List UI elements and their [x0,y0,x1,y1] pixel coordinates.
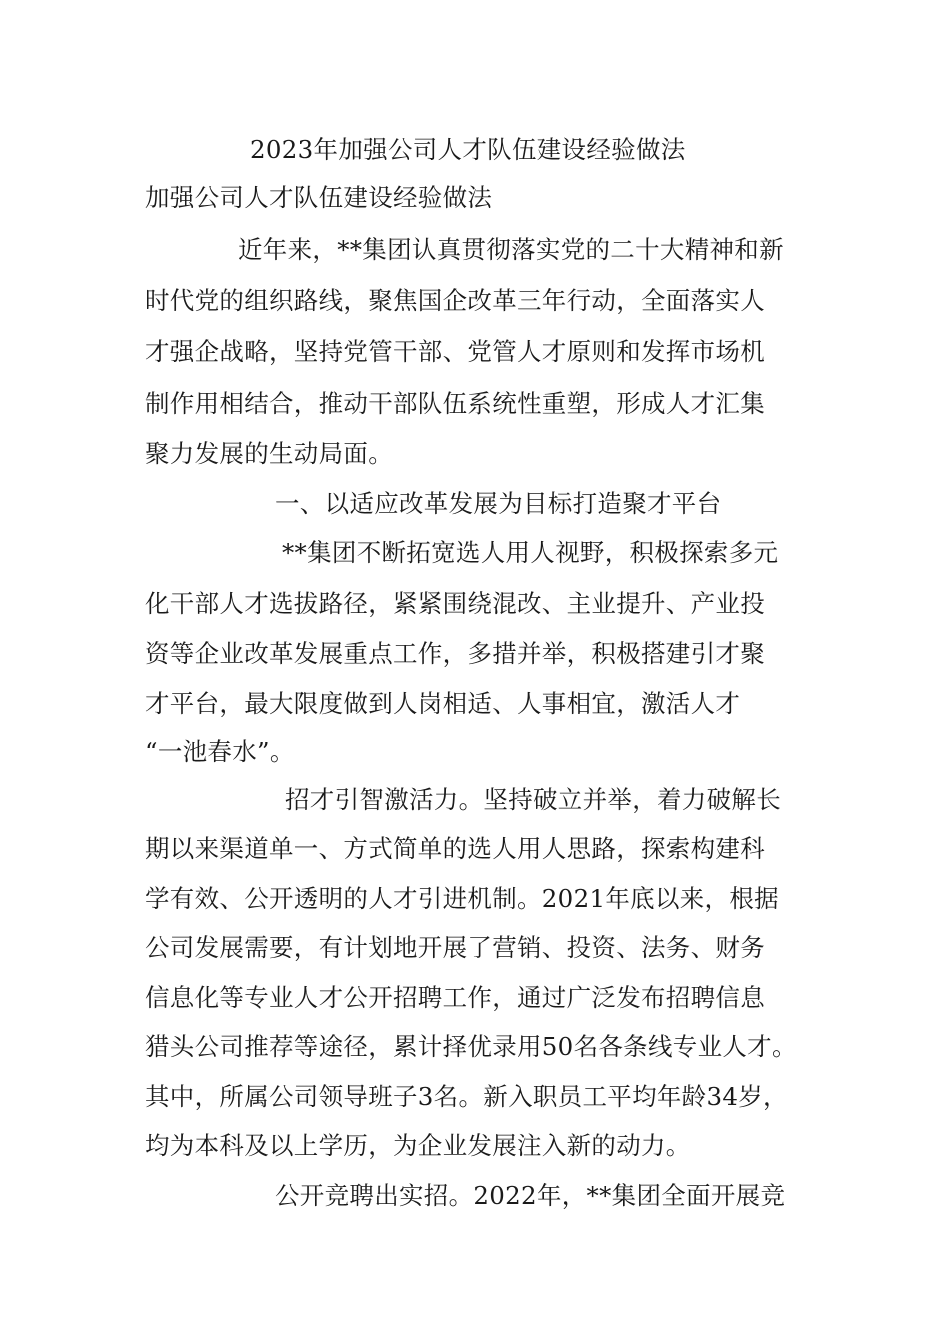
paragraph-line: 制作用相结合，推动干部队伍系统性重塑，形成人才汇集 [145,389,765,418]
paragraph-line: 时代党的组织路线，聚焦国企改革三年行动，全面落实人 [145,286,765,315]
paragraph-line: 才平台，最大限度做到人岗相适、人事相宜，激活人才 [145,689,741,718]
paragraph-line: 才强企战略，坚持党管干部、党管人才原则和发挥市场机 [145,337,765,366]
paragraph-line: 学有效、公开透明的人才引进机制。2021年底以来，根据 [145,884,779,913]
paragraph-line: 资等企业改革发展重点工作，多措并举，积极搭建引才聚 [145,639,765,668]
paragraph-line: 信息化等专业人才公开招聘工作，通过广泛发布招聘信息 [145,983,765,1012]
paragraph-line: 招才引智激活力。坚持破立并举，着力破解长 [285,785,781,814]
paragraph-line: 公开竞聘出实招。2022年，**集团全面开展竞 [275,1181,786,1210]
paragraph-line: 化干部人才选拔路径，紧紧围绕混改、主业提升、产业投 [145,589,765,618]
paragraph-line: 公司发展需要，有计划地开展了营销、投资、法务、财务 [145,933,765,962]
document-title: 2023年加强公司人才队伍建设经验做法 [250,135,686,164]
section-heading: 一、以适应改革发展为目标打造聚才平台 [275,489,722,518]
paragraph-line: 期以来渠道单一、方式简单的选人用人思路，探索构建科 [145,834,765,863]
paragraph-line: 其中，所属公司领导班子3名。新入职员工平均年龄34岁， [145,1082,788,1111]
paragraph-line: 猎头公司推荐等途径，累计择优录用50名各条线专业人才。 [145,1032,797,1061]
paragraph-line: 近年来，**集团认真贯彻落实党的二十大精神和新 [238,235,784,264]
paragraph-line: 聚力发展的生动局面。 [145,439,393,468]
paragraph-line: 均为本科及以上学历，为企业发展注入新的动力。 [145,1131,691,1160]
document-subtitle: 加强公司人才队伍建设经验做法 [145,183,493,212]
paragraph-line: **集团不断拓宽选人用人视野，积极探索多元 [282,538,779,567]
paragraph-line: “一池春水”。 [145,737,295,766]
